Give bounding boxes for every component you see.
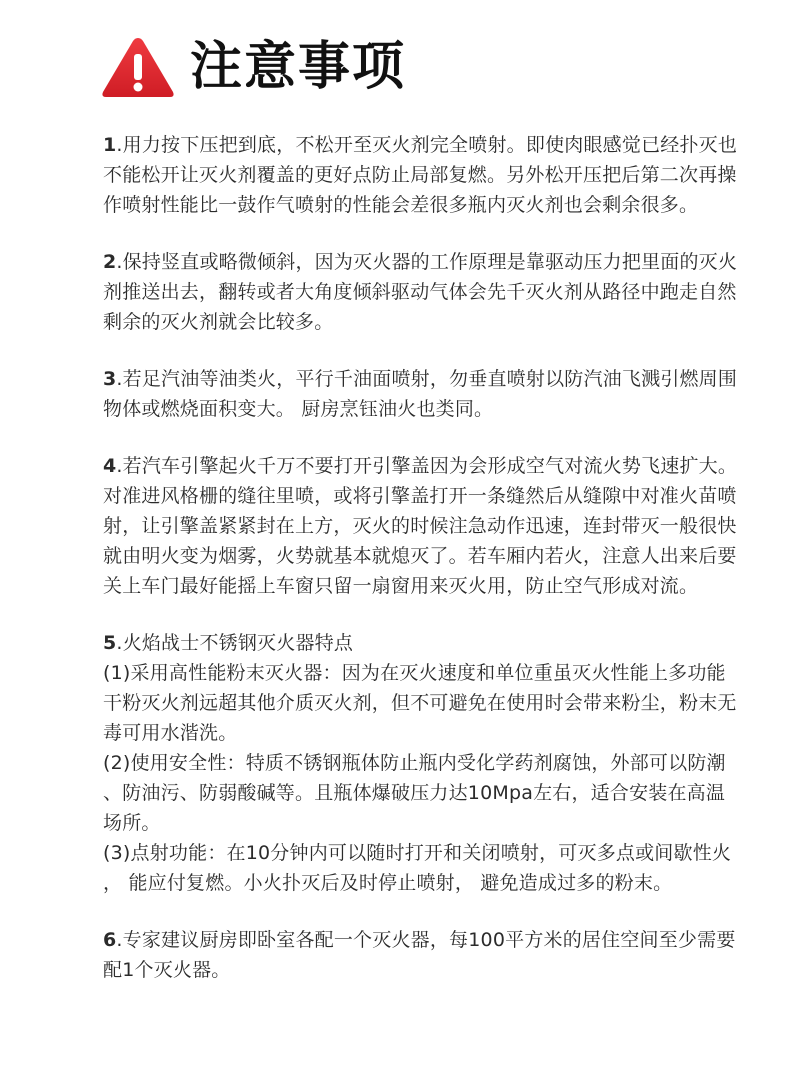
note-number: 5 <box>103 632 117 654</box>
note-line: 3.若足汽油等油类火，平行千油面喷射，勿垂直喷射以防汽油飞溅引燃周围 <box>103 368 738 390</box>
note-line: 剂推送出去，翻转或者大角度倾斜驱动气体会先千灭火剂从路径中跑走自然 <box>103 281 737 303</box>
note-number: 4 <box>103 455 117 477</box>
note-number: 2 <box>103 251 117 273</box>
note-line: 毒可用水湝洗。 <box>103 722 238 744</box>
note-line: 干粉灭火剂远超其他介质灭火剂，但不可避免在使用时会带来粉尘，粉末无 <box>103 692 737 714</box>
note-line: 场所。 <box>103 812 161 834</box>
note-line: 作喷射性能比一鼓作气喷射的性能会差很多瓶内灭火剂也会剩余很多。 <box>103 194 699 216</box>
note-4 <box>103 451 738 601</box>
note-3 <box>103 364 738 424</box>
note-line: (2)使用安全性：特质不锈钢瓶体防止瓶内受化学药剂腐蚀，外部可以防潮 <box>103 752 726 774</box>
note-2 <box>103 247 738 337</box>
page-title: 注意事项 <box>190 37 407 97</box>
note-line: 剩余的灭火剂就会比较多。 <box>103 311 334 333</box>
notes-body <box>103 130 738 1012</box>
page-header <box>100 34 406 100</box>
note-line: 就由明火变为烟雾，火势就基本就熄灭了。若车厢内若火，注意人出来后要 <box>103 545 737 567</box>
note-line: (3)点射功能：在10分钟内可以随时打开和关闭喷射，可灭多点或间歇性火 <box>103 842 732 864</box>
note-number: 3 <box>103 368 117 390</box>
note-number: 1 <box>103 134 117 156</box>
note-line: 6.专家建议厨房即卧室各配一个灭火器，每100平方米的居住空间至少需要 <box>103 929 736 951</box>
note-line: 2.保持竖直或略微倾斜，因为灭火器的工作原理是靠驱动压力把里面的灭火 <box>103 251 738 273</box>
note-5 <box>103 628 737 898</box>
note-line: 4.若汽车引擎起火千万不要打开引擎盖因为会形成空气对流火势飞速扩大。 <box>103 455 738 477</box>
note-line: 物体或燃烧面积变大。 厨房烹钰油火也类同。 <box>103 398 494 420</box>
note-line: 对准进风格栅的缝往里喷，或将引擎盖打开一条缝然后从缝隙中对准火苗喷 <box>103 485 737 507</box>
note-line: 关上车门最好能摇上车窗只留一扇窗用来灭火用，防止空气形成对流。 <box>103 575 699 597</box>
note-6 <box>103 925 736 985</box>
note-number: 6 <box>103 929 117 951</box>
warning-icon <box>100 34 176 100</box>
note-1 <box>103 130 738 220</box>
note-line: 、防油污、防弱酸碱等。且瓶体爆破压力达10Mpa左右，适合安装在高温 <box>103 782 726 804</box>
note-line: 不能松开让灭火剂覆盖的更好点防止局部复燃。另外松开压把后第二次再操 <box>103 164 737 186</box>
note-line: 1.用力按下压把到底，不松开至灭火剂完全喷射。即使肉眼感觉已经扑灭也 <box>103 134 738 156</box>
note-line: 5.火焰战士不锈钢灭火器特点 <box>103 632 354 654</box>
note-line: 射，让引擎盖紧紧封在上方，灭火的时候注急动作迅速，连封带灭一般很快 <box>103 515 737 537</box>
note-line: 配1个灭火器。 <box>103 959 231 981</box>
note-line: (1)采用高性能粉末灭火器：因为在灭火速度和单位重虽灭火性能上多功能 <box>103 662 726 684</box>
note-line: ， 能应付复燃。小火扑灭后及时停止喷射， 避免造成过多的粉末。 <box>103 872 673 894</box>
